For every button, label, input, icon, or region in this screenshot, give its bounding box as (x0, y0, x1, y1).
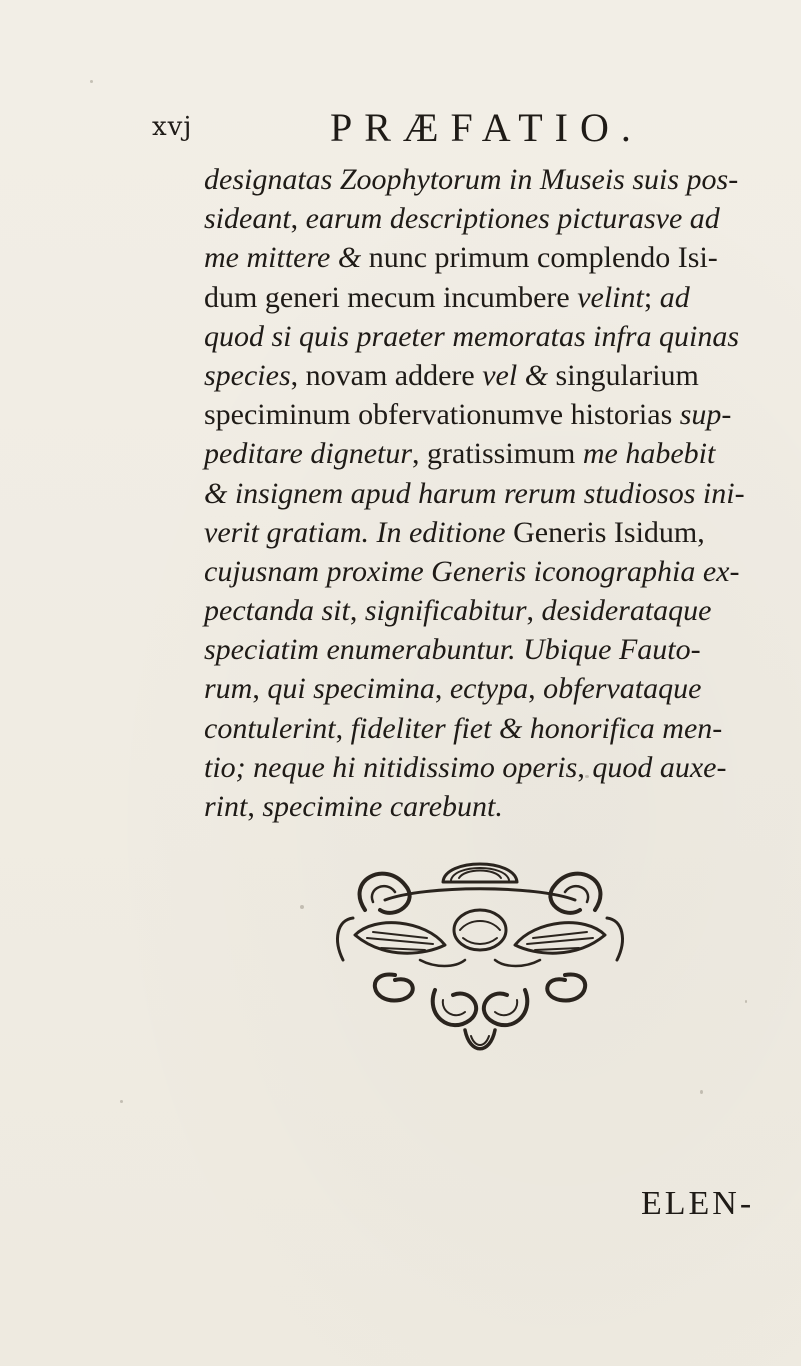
preface-text (204, 160, 794, 826)
text-run: quod si quis praeter memoratas infra quinas (204, 319, 740, 353)
text-run: earum descriptiones picturasve ad (305, 202, 720, 236)
text-run: ; (643, 280, 660, 314)
text-run: vel & (482, 358, 556, 392)
text-run: sideant (204, 202, 291, 236)
text-run: , (434, 672, 450, 706)
text-line (204, 552, 794, 591)
text-run: velint (577, 280, 644, 314)
text-run: , (526, 594, 542, 628)
text-line (204, 709, 794, 748)
text-line (204, 434, 794, 473)
folio-number: xvj (152, 112, 193, 142)
text-run: , (349, 594, 365, 628)
text-run: speciatim enumerabuntur. Ubique Fauto- (204, 633, 701, 667)
text-run: obfervataque (543, 672, 702, 706)
text-run: ectypa (449, 672, 529, 706)
floral-woodcut-ornament-icon (325, 840, 635, 1060)
text-line (204, 474, 794, 513)
text-run: sup- (679, 398, 732, 432)
text-line (204, 317, 794, 356)
text-line (204, 238, 794, 277)
text-run: rum (204, 672, 253, 706)
text-run: me mittere & (204, 241, 369, 275)
text-run: contulerint (204, 711, 336, 745)
text-run: , (290, 202, 306, 236)
text-line (204, 630, 794, 669)
text-line (204, 669, 794, 708)
text-run: cujusnam proxime Generis iconographia ex- (204, 554, 740, 588)
text-run: speciminum obfervationumve historias (204, 398, 680, 432)
text-run: me habebit (582, 437, 716, 471)
text-line (204, 160, 794, 199)
text-run: verit gratiam. In editione (204, 515, 514, 549)
text-line (204, 748, 794, 787)
text-line (204, 395, 794, 434)
text-run: , (335, 711, 351, 745)
text-run: significabitur (364, 594, 527, 628)
text-line (204, 278, 794, 317)
text-run: peditare dignetur (204, 437, 413, 471)
text-run: , (577, 750, 593, 784)
text-line (204, 787, 794, 826)
text-run: species (204, 358, 291, 392)
text-run: qui specimina (267, 672, 435, 706)
text-run: , (528, 672, 544, 706)
text-run: & insignem apud harum rerum studiosos ini- (204, 476, 745, 510)
text-run: desiderataque (541, 594, 712, 628)
text-run: rint (204, 790, 248, 823)
text-line (204, 199, 794, 238)
text-run: ad (659, 280, 690, 314)
text-line (204, 513, 794, 552)
text-run: specimine carebunt. (262, 790, 503, 823)
text-run: , (247, 790, 263, 823)
running-title: PRÆFATIO. (330, 105, 643, 150)
text-run: pectanda sit (204, 594, 350, 628)
text-run: nunc primum complendo Isi- (368, 241, 718, 275)
text-run: , novam addere (290, 358, 483, 392)
text-line (204, 591, 794, 630)
text-run: singularium (555, 358, 699, 392)
text-run: , gratissimum (412, 437, 583, 471)
text-run: quod auxe- (592, 750, 727, 784)
text-run: , (252, 672, 268, 706)
text-run: Generis Isidum, (513, 515, 705, 549)
text-run: tio; neque hi nitidissimo operis (204, 750, 578, 784)
text-run: designatas Zoophytorum in Museis suis pos- (204, 163, 739, 196)
page-header (152, 104, 792, 152)
text-line (204, 356, 794, 395)
catchword: ELEN- (641, 1185, 755, 1222)
text-run: dum generi mecum incumbere (204, 280, 578, 314)
text-run: fideliter fiet & honorifica men- (350, 711, 723, 745)
